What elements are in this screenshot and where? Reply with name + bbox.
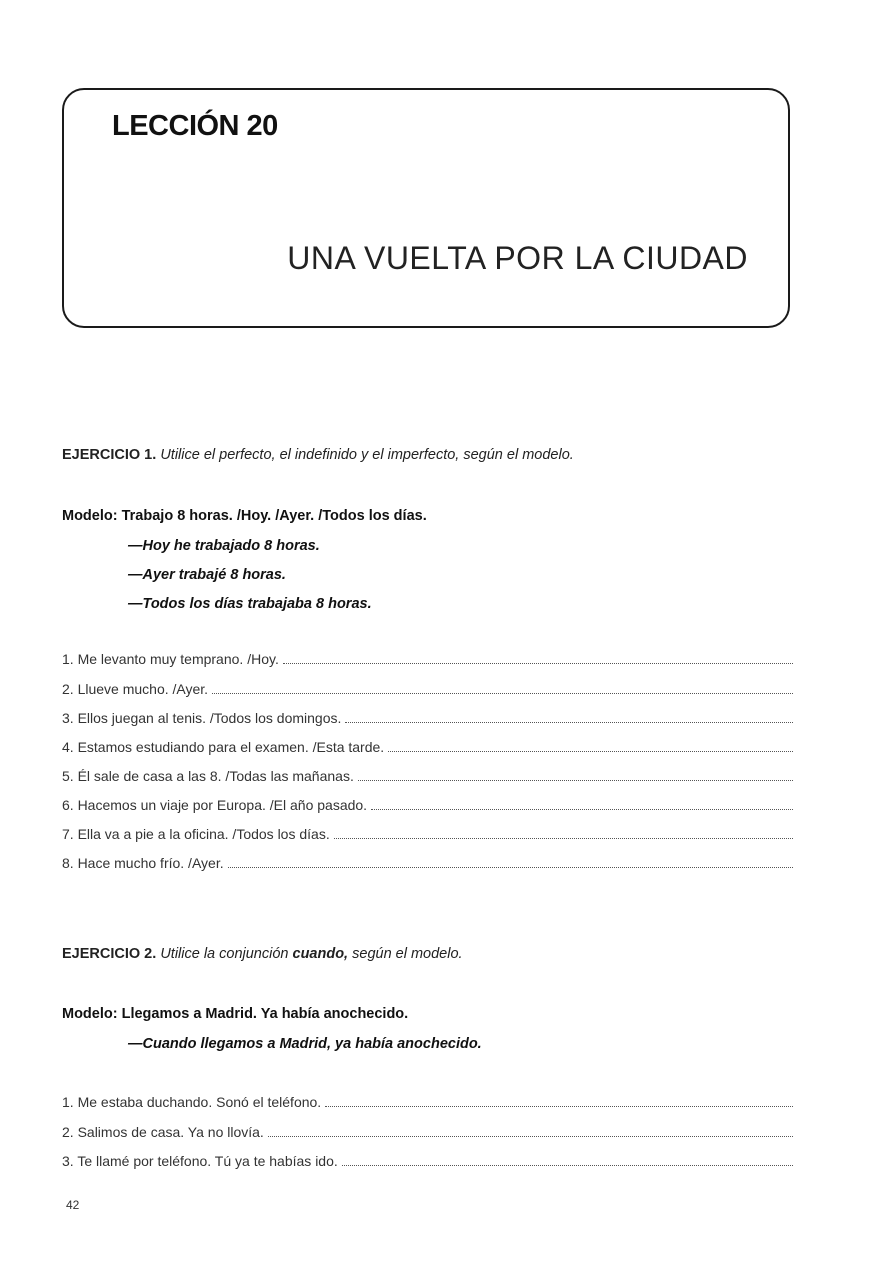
exercise-1-item [62, 710, 793, 726]
item-text: 3. Te llamé por teléfono. Tú ya te habías ido. [62, 1153, 338, 1169]
exercise-1-label: EJERCICIO 1. [62, 447, 157, 463]
exercise-2-model: Modelo: Llegamos a Madrid. Ya había anochecido. [62, 1006, 409, 1022]
lesson-header-box [62, 88, 790, 328]
exercise-2-instruction: Utilice la conjunción [160, 946, 289, 962]
item-text: 2. Llueve mucho. /Ayer. [62, 681, 209, 697]
exercise-2-heading [62, 946, 463, 962]
answer-blank[interactable] [371, 808, 793, 810]
item-text: 8. Hace mucho frío. /Ayer. [62, 855, 224, 871]
exercise-1-item [62, 797, 793, 813]
item-text: 1. Me levanto muy temprano. /Hoy. [62, 651, 279, 667]
exercise-1-item [62, 681, 793, 697]
answer-blank[interactable] [268, 1135, 793, 1137]
exercise-2-label: EJERCICIO 2. [62, 946, 157, 962]
exercise-2-item [62, 1124, 793, 1140]
exercise-2-item [62, 1094, 793, 1110]
item-text: 7. Ella va a pie a la oficina. /Todos los días. [62, 826, 330, 842]
exercise-2-answer: —Cuando llegamos a Madrid, ya había anochecido. [128, 1036, 482, 1052]
answer-blank[interactable] [283, 662, 793, 664]
item-text: 1. Me estaba duchando. Sonó el teléfono. [62, 1094, 322, 1110]
exercise-2-instruction-end: según el modelo. [352, 946, 463, 962]
exercise-1-item [62, 651, 793, 667]
exercise-2-item [62, 1153, 793, 1169]
item-text: 5. Él sale de casa a las 8. /Todas las mañanas. [62, 768, 354, 784]
answer-blank[interactable] [345, 721, 793, 723]
page-number: 42 [66, 1198, 80, 1212]
exercise-1-model: Modelo: Trabajo 8 horas. /Hoy. /Ayer. /Todos los días. [62, 508, 427, 524]
item-text: 6. Hacemos un viaje por Europa. /El año pasado. [62, 797, 368, 813]
answer-blank[interactable] [334, 837, 793, 839]
exercise-2-keyword: cuando, [292, 946, 349, 962]
lesson-number: LECCIÓN 20 [112, 110, 278, 142]
exercise-1-answer: —Hoy he trabajado 8 horas. [128, 538, 320, 554]
exercise-1-item [62, 739, 793, 755]
item-text: 2. Salimos de casa. Ya no llovía. [62, 1124, 264, 1140]
answer-blank[interactable] [228, 866, 793, 868]
exercise-1-answer: —Todos los días trabajaba 8 horas. [128, 596, 372, 612]
answer-blank[interactable] [358, 779, 793, 781]
exercise-1-instruction: Utilice el perfecto, el indefinido y el imperfecto, según el modelo. [160, 447, 574, 463]
item-text: 4. Estamos estudiando para el examen. /Esta tarde. [62, 739, 385, 755]
answer-blank[interactable] [325, 1105, 793, 1107]
answer-blank[interactable] [342, 1164, 793, 1166]
exercise-1-item [62, 768, 793, 784]
answer-blank[interactable] [212, 692, 793, 694]
answer-blank[interactable] [388, 750, 793, 752]
exercise-1-item [62, 826, 793, 842]
exercise-1-item [62, 855, 793, 871]
exercise-1-answer: —Ayer trabajé 8 horas. [128, 567, 286, 583]
lesson-title: UNA VUELTA POR LA CIUDAD [287, 240, 748, 276]
item-text: 3. Ellos juegan al tenis. /Todos los domingos. [62, 710, 342, 726]
exercise-1-heading [62, 447, 574, 463]
